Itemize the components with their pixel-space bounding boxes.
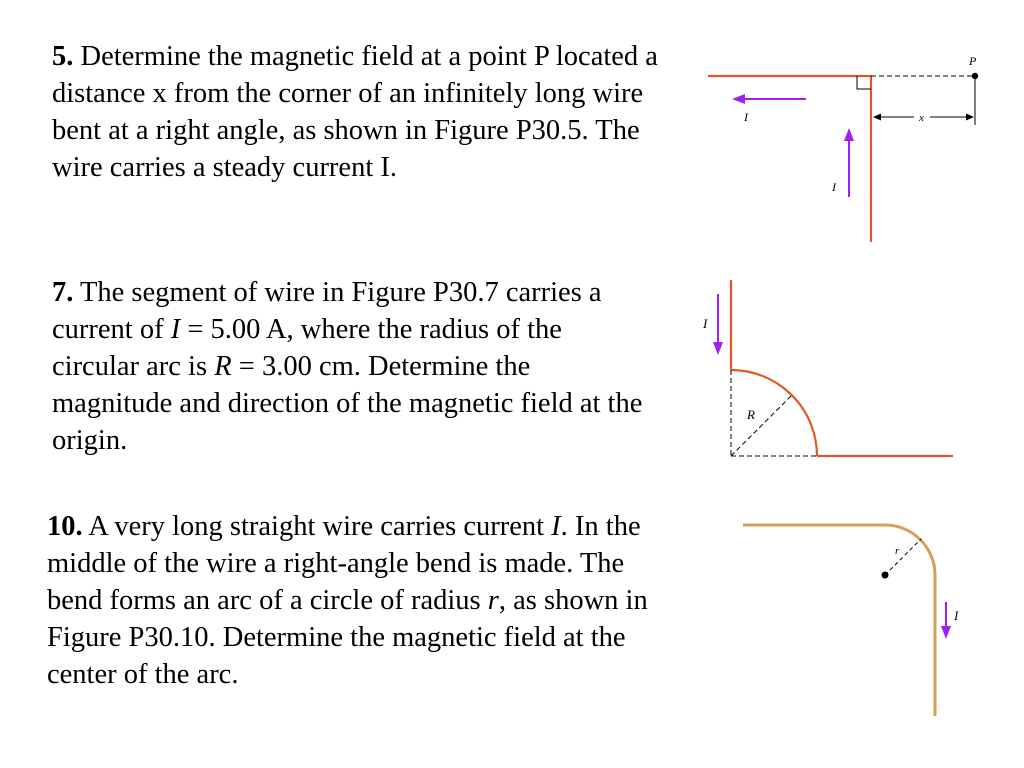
- label-x: x: [919, 112, 924, 124]
- label-i-horizontal: I: [744, 110, 748, 124]
- dashed-radius: [885, 539, 921, 575]
- problem-number: 10.: [47, 511, 83, 542]
- problem-number: 7.: [52, 277, 74, 308]
- radius-symbol: R: [214, 351, 232, 382]
- problem-10: [47, 508, 662, 693]
- radius-symbol: r: [487, 585, 499, 616]
- dashed-radius-diagonal: [731, 395, 792, 456]
- problem-text-part: . In the middle of the wire a right-angle bend is made. The bend forms an arc of a circle of radius: [47, 511, 641, 616]
- problem-7: [52, 274, 652, 459]
- problem-text: Determine the magnetic field at a point P located a distance x from the corner of an infinitely long wire bent at a right angle, as shown in Figure P30.5. The wire carries a steady current I.: [52, 41, 658, 183]
- label-i: I: [703, 316, 708, 331]
- figure-p30-10: [735, 512, 975, 722]
- label-p: P: [969, 54, 977, 68]
- problem-5: [52, 38, 662, 186]
- label-r: R: [747, 407, 755, 422]
- problem-text-part: , as shown in Figure P30.10. Determine the magnetic field at the center of the arc.: [47, 585, 648, 690]
- right-angle-mark: [857, 76, 871, 89]
- figure-p30-5: [690, 45, 1000, 250]
- arc-center-dot: [882, 572, 889, 579]
- problem-text-part: = 5.00 A, where the radius of the circular arc is: [52, 314, 562, 382]
- point-p-dot: [972, 73, 978, 79]
- problem-number: 5.: [52, 41, 74, 72]
- label-i: I: [954, 608, 959, 623]
- current-symbol: I: [551, 511, 561, 542]
- problem-text-part: The segment of wire in Figure P30.7 carries a current of: [52, 277, 602, 345]
- current-symbol: I: [170, 314, 181, 345]
- problem-text-part: = 3.00 cm. Determine the magnitude and direction of the magnetic field at the origin.: [52, 351, 643, 456]
- label-i-vertical: I: [832, 180, 836, 194]
- figure-p30-7: [695, 278, 965, 463]
- problem-text-part: A very long straight wire carries current: [88, 511, 552, 542]
- label-r: r: [895, 545, 900, 557]
